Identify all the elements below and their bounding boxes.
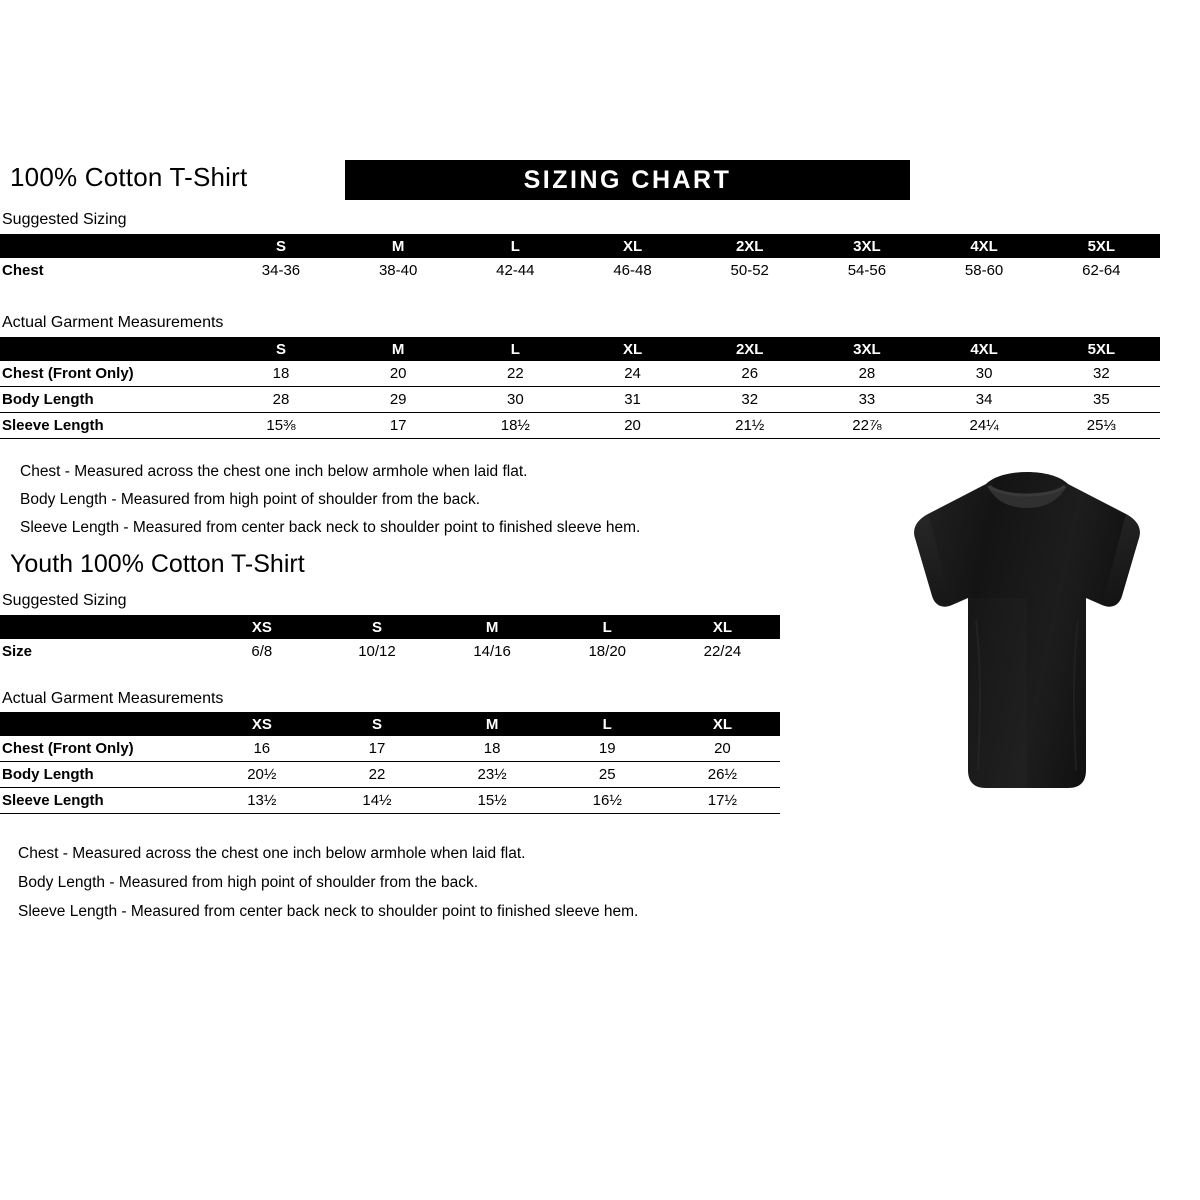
cell: 22 [319, 762, 434, 788]
table-row [0, 788, 780, 814]
col-header [0, 234, 222, 258]
cell: 10/12 [358, 643, 396, 660]
col-header: M [340, 337, 457, 361]
col-header: XS [204, 712, 319, 736]
cell: 50-52 [730, 262, 769, 279]
col-header: 3XL [808, 234, 925, 258]
adult-suggested-label: Suggested Sizing [2, 211, 127, 228]
cell: 24¼ [926, 413, 1043, 439]
cell: 35 [1043, 387, 1160, 413]
col-header: S [319, 712, 434, 736]
cell: 14/16 [473, 643, 511, 660]
table-row [0, 736, 780, 762]
cell: 26½ [665, 762, 780, 788]
youth-note-body-length: Body Length - Measured from high point of shoulder from the back. [18, 874, 479, 891]
col-header: XL [574, 234, 691, 258]
cell: 25 [550, 762, 665, 788]
cell: 15½ [435, 788, 550, 814]
table-row [0, 639, 780, 664]
adult-actual-label: Actual Garment Measurements [2, 314, 224, 331]
cell: 33 [808, 387, 925, 413]
col-header: M [435, 712, 550, 736]
cell: 29 [340, 387, 457, 413]
row-label: Body Length [0, 387, 222, 413]
adult-suggested-sizing-table [0, 234, 1160, 283]
col-header: 2XL [691, 234, 808, 258]
col-header: 3XL [808, 337, 925, 361]
table-header-row [0, 234, 1160, 258]
cell: 20 [665, 736, 780, 762]
adult-note-chest: Chest - Measured across the chest one inch below armhole when laid flat. [20, 463, 528, 480]
cell: 38-40 [378, 262, 418, 279]
cell: 16 [204, 736, 319, 762]
row-label: Sleeve Length [0, 788, 204, 814]
cell: 20½ [204, 762, 319, 788]
cell: 18 [222, 361, 339, 387]
sizing-chart-banner-label: SIZING CHART [523, 166, 732, 194]
cell: 6/8 [251, 643, 273, 660]
title-row [10, 160, 1190, 202]
cell: 42-44 [496, 262, 535, 279]
col-header [0, 615, 204, 639]
cell: 13½ [204, 788, 319, 814]
col-header: S [222, 234, 339, 258]
table-row [0, 387, 1160, 413]
youth-note-sleeve-length: Sleeve Length - Measured from center back neck to shoulder point to finished sleeve hem. [18, 903, 639, 920]
cell: 46-48 [613, 262, 652, 279]
col-header: 2XL [691, 337, 808, 361]
youth-note-chest: Chest - Measured across the chest one inch below armhole when laid flat. [18, 845, 526, 862]
cell: 26 [691, 361, 808, 387]
cell: 18½ [457, 413, 574, 439]
page-title: 100% Cotton T-Shirt [10, 162, 248, 192]
row-label: Chest (Front Only) [0, 361, 222, 387]
col-header: 5XL [1043, 337, 1160, 361]
col-header: 5XL [1043, 234, 1160, 258]
youth-actual-label: Actual Garment Measurements [2, 690, 224, 707]
table-header-row [0, 337, 1160, 361]
col-header: XS [204, 615, 319, 639]
cell: 25⅓ [1043, 413, 1160, 439]
table-row [0, 413, 1160, 439]
cell: 23½ [435, 762, 550, 788]
col-header: M [340, 234, 457, 258]
cell: 28 [808, 361, 925, 387]
table-row [0, 258, 1160, 283]
cell: 58-60 [964, 262, 1004, 279]
cell: 22⅞ [808, 413, 925, 439]
cell: 34 [926, 387, 1043, 413]
row-label: Size [2, 643, 33, 660]
table-header-row [0, 615, 780, 639]
cell: 20 [340, 361, 457, 387]
col-header: XL [665, 615, 780, 639]
col-header: L [550, 615, 665, 639]
cell: 32 [691, 387, 808, 413]
col-header: S [319, 615, 434, 639]
col-header: 4XL [926, 337, 1043, 361]
sizing-chart-banner [345, 160, 910, 200]
cell: 22 [457, 361, 574, 387]
adult-note-sleeve-length: Sleeve Length - Measured from center back neck to shoulder point to finished sleeve hem. [20, 519, 641, 536]
row-label: Sleeve Length [0, 413, 222, 439]
cell: 28 [222, 387, 339, 413]
cell: 62-64 [1082, 262, 1121, 279]
adult-actual-measurements-table [0, 337, 1160, 439]
cell: 15⅜ [222, 413, 339, 439]
col-header: M [435, 615, 550, 639]
col-header: L [457, 234, 574, 258]
row-label: Body Length [0, 762, 204, 788]
cell: 21½ [691, 413, 808, 439]
cell: 18/20 [588, 643, 627, 660]
cell: 17 [340, 413, 457, 439]
cell: 31 [574, 387, 691, 413]
col-header: L [457, 337, 574, 361]
cell: 14½ [319, 788, 434, 814]
cell: 17 [319, 736, 434, 762]
cell: 30 [926, 361, 1043, 387]
adult-note-body-length: Body Length - Measured from high point of shoulder from the back. [20, 491, 481, 508]
tshirt-illustration [890, 470, 1165, 810]
tshirt-icon [890, 470, 1165, 810]
cell: 22/24 [703, 643, 742, 660]
cell: 54-56 [847, 262, 887, 279]
cell: 17½ [665, 788, 780, 814]
table-row [0, 361, 1160, 387]
row-label: Chest (Front Only) [0, 736, 204, 762]
youth-suggested-sizing-table [0, 615, 780, 664]
row-label: Chest [2, 262, 44, 279]
cell: 18 [435, 736, 550, 762]
col-header: XL [665, 712, 780, 736]
col-header: XL [574, 337, 691, 361]
col-header: L [550, 712, 665, 736]
youth-suggested-label: Suggested Sizing [2, 592, 127, 609]
youth-actual-measurements-table [0, 712, 780, 814]
col-header [0, 712, 204, 736]
youth-section-title: Youth 100% Cotton T-Shirt [10, 550, 305, 578]
col-header [0, 337, 222, 361]
col-header: 4XL [926, 234, 1043, 258]
col-header: S [222, 337, 339, 361]
table-header-row [0, 712, 780, 736]
cell: 20 [574, 413, 691, 439]
cell: 24 [574, 361, 691, 387]
cell: 16½ [550, 788, 665, 814]
cell: 30 [457, 387, 574, 413]
cell: 34-36 [261, 262, 301, 279]
table-row [0, 762, 780, 788]
cell: 32 [1043, 361, 1160, 387]
cell: 19 [550, 736, 665, 762]
